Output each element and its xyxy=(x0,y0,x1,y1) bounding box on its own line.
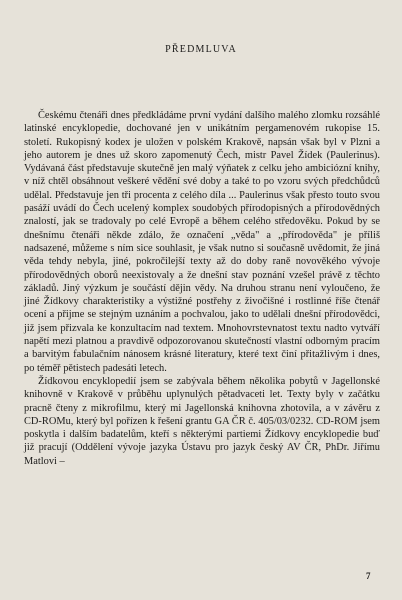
body-text xyxy=(24,109,380,468)
paragraph-1: Českému čtenáři dnes předkládáme první vydání dalšího malého zlomku rozsáhlé latinské encyklopedie, dochované jen v unikátním pergamenovém rukopise 15. století. Rukopisný kodex je uložen v polském Krakově, napsán však byl v Plzni a jeho autorem je dnes už skoro zapomenutý Čech, mistr Pavel Žídek (Paulerinus). Vydávaná část představuje skutečně jen malý výňatek z celku jeho ambiciózní knihy, v níž chtěl obsáhnout veškeré vědění své doby a také to po vzoru svých předchůdců udělal. Představuje jen tři procenta z celého díla ... Paulerinus však přesto touto svou pasáží uvádí do Čech ucelený komplex soudobých přírodopisných a přírodovědných znalostí, jak se tradovaly po celé Evropě a během celého středověku. Pokud by se dnešnímu čtenáři někde zdálo, že označení „věda" a „přírodověda" je příliš nadsazené, můžeme s ním sice souhlasit, je však nutno si současně uvědomit, že jiná věda tehdy nebyla, jiné, pokročilejší texty až do doby raně novověkého vývoje přírodovědných oborů neexistovaly a že dnešní stav poznání vzešel právě z těchto základů. Jiný výzkum je součástí dějin vědy. Na druhou stranu není vyloučeno, že jiné Žídkovy charakteristiky a výstižné postřehy z živočišné i rostlinné říše čtenář ocení a přijme se stejným uznáním a pochvalou, jako to udělali dnešní přírodovědci, již jsem přizvala ke konzultacím nad textem. Mnohovrstevnatost textu nadto vytváří napětí mezi platnou a pravdivě odpozorovanou skutečností vlastní odborným pracím a barvitým fabulačním nánosem krásné literatury, které text činí přitažlivým i dnes, po téměř pětistech padesáti letech. xyxy=(24,110,380,374)
paragraph-2: Žídkovou encyklopedií jsem se zabývala během několika pobytů v Jagellonské knihovně v Krakově v průběhu uplynulých pětadvaceti let. Texty byly v začátku pracně čteny z mikrofilmu, který mi Jagellonská knihovna zhotovila, a v závěru z CD-ROMu, který byl pořízen k řešení grantu GA ČR č. 405/03/0232. CD-ROM jsem poskytla i dalším badatelům, kteří s některými partiemi Žídkovy encyklopedie buď již pracují (Oddělení vývoje jazyka Ústavu pro jazyk český AV ČR, PhDr. Jiřímu Matlovi – xyxy=(24,375,380,467)
page-title: PŘEDMLUVA xyxy=(165,44,237,55)
page-number: 7 xyxy=(366,571,371,581)
